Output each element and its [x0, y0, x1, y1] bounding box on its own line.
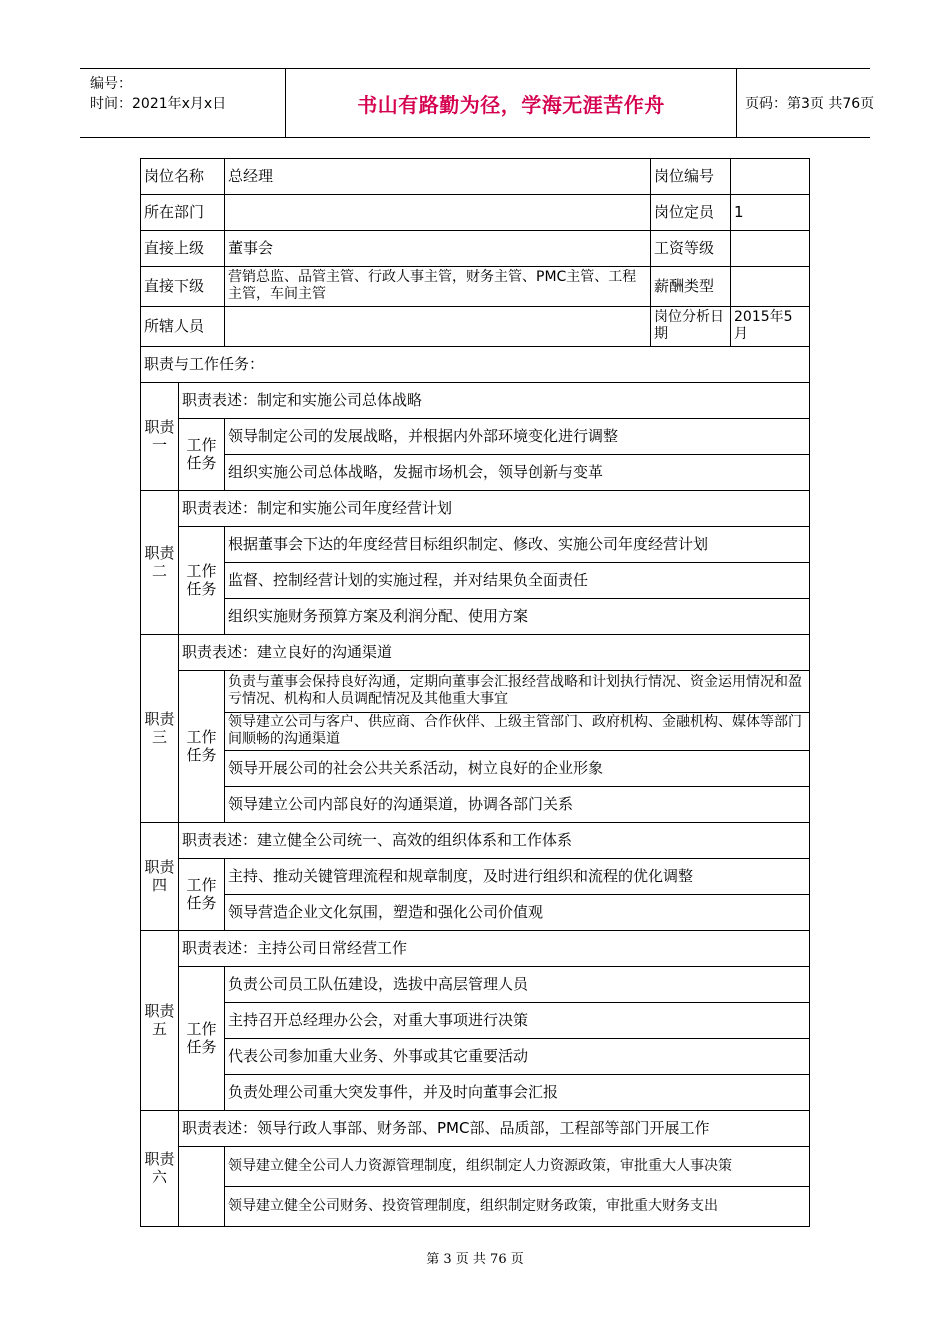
- header-motto-cell: [285, 69, 737, 137]
- document-date-label: 时间：2021年x月x日: [90, 96, 227, 112]
- duty-label: 职责三: [141, 634, 179, 822]
- duty-task-row: [141, 670, 810, 712]
- duty-label: 职责四: [141, 822, 179, 930]
- duty-task-row: [141, 712, 810, 750]
- duty-task-row: [141, 894, 810, 930]
- duty-statement: 职责表述：制定和实施公司年度经营计划: [179, 490, 810, 526]
- subordinates-value: 营销总监、品管主管、行政人事主管，财务主管、PMC主管、工程主管，车间主管: [225, 266, 651, 306]
- duty-statement: 职责表述：制定和实施公司总体战略: [179, 382, 810, 418]
- task-label: 工作任务: [179, 670, 225, 822]
- document-number-label: 编号：: [90, 76, 132, 92]
- staff-value: [225, 306, 651, 346]
- header-motto: 书山有路勤为径，学海无涯苦作舟: [357, 92, 665, 117]
- task-label: 工作任务: [179, 418, 225, 490]
- duty-label: 职责二: [141, 490, 179, 634]
- duty-statement-row: [141, 634, 810, 670]
- duty-task-row: [141, 1002, 810, 1038]
- duty-task: 根据董事会下达的年度经营目标组织制定、修改、实施公司年度经营计划: [225, 526, 810, 562]
- duty-task-row: [141, 1186, 810, 1226]
- duty-task: 组织实施财务预算方案及利润分配、使用方案: [225, 598, 810, 634]
- duty-label: 职责六: [141, 1110, 179, 1226]
- staff-label: 所辖人员: [141, 306, 225, 346]
- duty-statement-row: [141, 490, 810, 526]
- duty-statement: 职责表述：领导行政人事部、财务部、PMC部、品质部，工程部等部门开展工作: [179, 1110, 810, 1146]
- duty-task-row: [141, 966, 810, 1002]
- table-row: [141, 346, 810, 382]
- duty-statement: 职责表述：建立健全公司统一、高效的组织体系和工作体系: [179, 822, 810, 858]
- position-code-label: 岗位编号: [651, 158, 731, 194]
- page-header: [80, 68, 875, 138]
- table-row: [141, 230, 810, 266]
- duty-statement-row: [141, 822, 810, 858]
- duty-task-row: [141, 1146, 810, 1186]
- duty-task-row: [141, 454, 810, 490]
- duty-label: 职责五: [141, 930, 179, 1110]
- duty-task-row: [141, 418, 810, 454]
- duty-task: 领导建立健全公司人力资源管理制度，组织制定人力资源政策，审批重大人事决策: [225, 1146, 810, 1186]
- duty-task: 负责公司员工队伍建设，选拔中高层管理人员: [225, 966, 810, 1002]
- duty-task: 监督、控制经营计划的实施过程，并对结果负全面责任: [225, 562, 810, 598]
- duty-statement-row: [141, 930, 810, 966]
- pay-type-label: 薪酬类型: [651, 266, 731, 306]
- duty-task: 负责与董事会保持良好沟通，定期向董事会汇报经营战略和计划执行情况、资金运用情况和盈亏情况、机构和人员调配情况及其他重大事宜: [225, 670, 810, 712]
- table-row: [141, 306, 810, 346]
- headcount-label: 岗位定员: [651, 194, 731, 230]
- position-name-value: 总经理: [225, 158, 651, 194]
- duty-task: 代表公司参加重大业务、外事或其它重要活动: [225, 1038, 810, 1074]
- duty-task-row: [141, 858, 810, 894]
- duties-title: 职责与工作任务：: [141, 346, 810, 382]
- task-label-empty: [179, 1146, 225, 1226]
- duty-task: 负责处理公司重大突发事件，并及时向董事会汇报: [225, 1074, 810, 1110]
- table-row: [141, 194, 810, 230]
- department-label: 所在部门: [141, 194, 225, 230]
- salary-grade-value: [731, 230, 810, 266]
- duty-task-row: [141, 1038, 810, 1074]
- duty-task: 领导制定公司的发展战略，并根据内外部环境变化进行调整: [225, 418, 810, 454]
- duty-statement-row: [141, 1110, 810, 1146]
- duty-task: 领导营造企业文化氛围，塑造和强化公司价值观: [225, 894, 810, 930]
- position-code-value: [731, 158, 810, 194]
- superior-label: 直接上级: [141, 230, 225, 266]
- duty-task: 领导建立公司与客户、供应商、合作伙伴、上级主管部门、政府机构、金融机构、媒体等部门间顺畅的沟通渠道: [225, 712, 810, 750]
- pay-type-value: [731, 266, 810, 306]
- duty-task: 组织实施公司总体战略，发掘市场机会，领导创新与变革: [225, 454, 810, 490]
- duty-task-row: [141, 562, 810, 598]
- table-row: [141, 158, 810, 194]
- header-meta: [80, 69, 285, 137]
- duty-task-row: [141, 1074, 810, 1110]
- salary-grade-label: 工资等级: [651, 230, 731, 266]
- duty-task: 主持、推动关键管理流程和规章制度，及时进行组织和流程的优化调整: [225, 858, 810, 894]
- duty-task: 主持召开总经理办公会，对重大事项进行决策: [225, 1002, 810, 1038]
- duty-task: 领导开展公司的社会公共关系活动，树立良好的企业形象: [225, 750, 810, 786]
- subordinates-label: 直接下级: [141, 266, 225, 306]
- duty-task: 领导建立健全公司财务、投资管理制度，组织制定财务政策，审批重大财务支出: [225, 1186, 810, 1226]
- page-footer: 第 3 页 共 76 页: [426, 1252, 524, 1267]
- position-name-label: 岗位名称: [141, 158, 225, 194]
- duty-task-row: [141, 598, 810, 634]
- duty-task-row: [141, 786, 810, 822]
- task-label: 工作任务: [179, 966, 225, 1110]
- superior-value: 董事会: [225, 230, 651, 266]
- duty-task: 领导建立公司内部良好的沟通渠道，协调各部门关系: [225, 786, 810, 822]
- table-row: [141, 266, 810, 306]
- task-label: 工作任务: [179, 526, 225, 634]
- duty-label: 职责一: [141, 382, 179, 490]
- job-description-table: [140, 158, 810, 1227]
- analysis-date-label: 岗位分析日期: [651, 306, 731, 346]
- header-page-info: 页码：第3页 共76页: [745, 96, 875, 112]
- duty-statement: 职责表述：建立良好的沟通渠道: [179, 634, 810, 670]
- duty-task-row: [141, 750, 810, 786]
- headcount-value: 1: [731, 194, 810, 230]
- duty-task-row: [141, 526, 810, 562]
- duty-statement-row: [141, 382, 810, 418]
- duty-statement: 职责表述：主持公司日常经营工作: [179, 930, 810, 966]
- department-value: [225, 194, 651, 230]
- analysis-date-value: 2015年5月: [731, 306, 810, 346]
- task-label: 工作任务: [179, 858, 225, 930]
